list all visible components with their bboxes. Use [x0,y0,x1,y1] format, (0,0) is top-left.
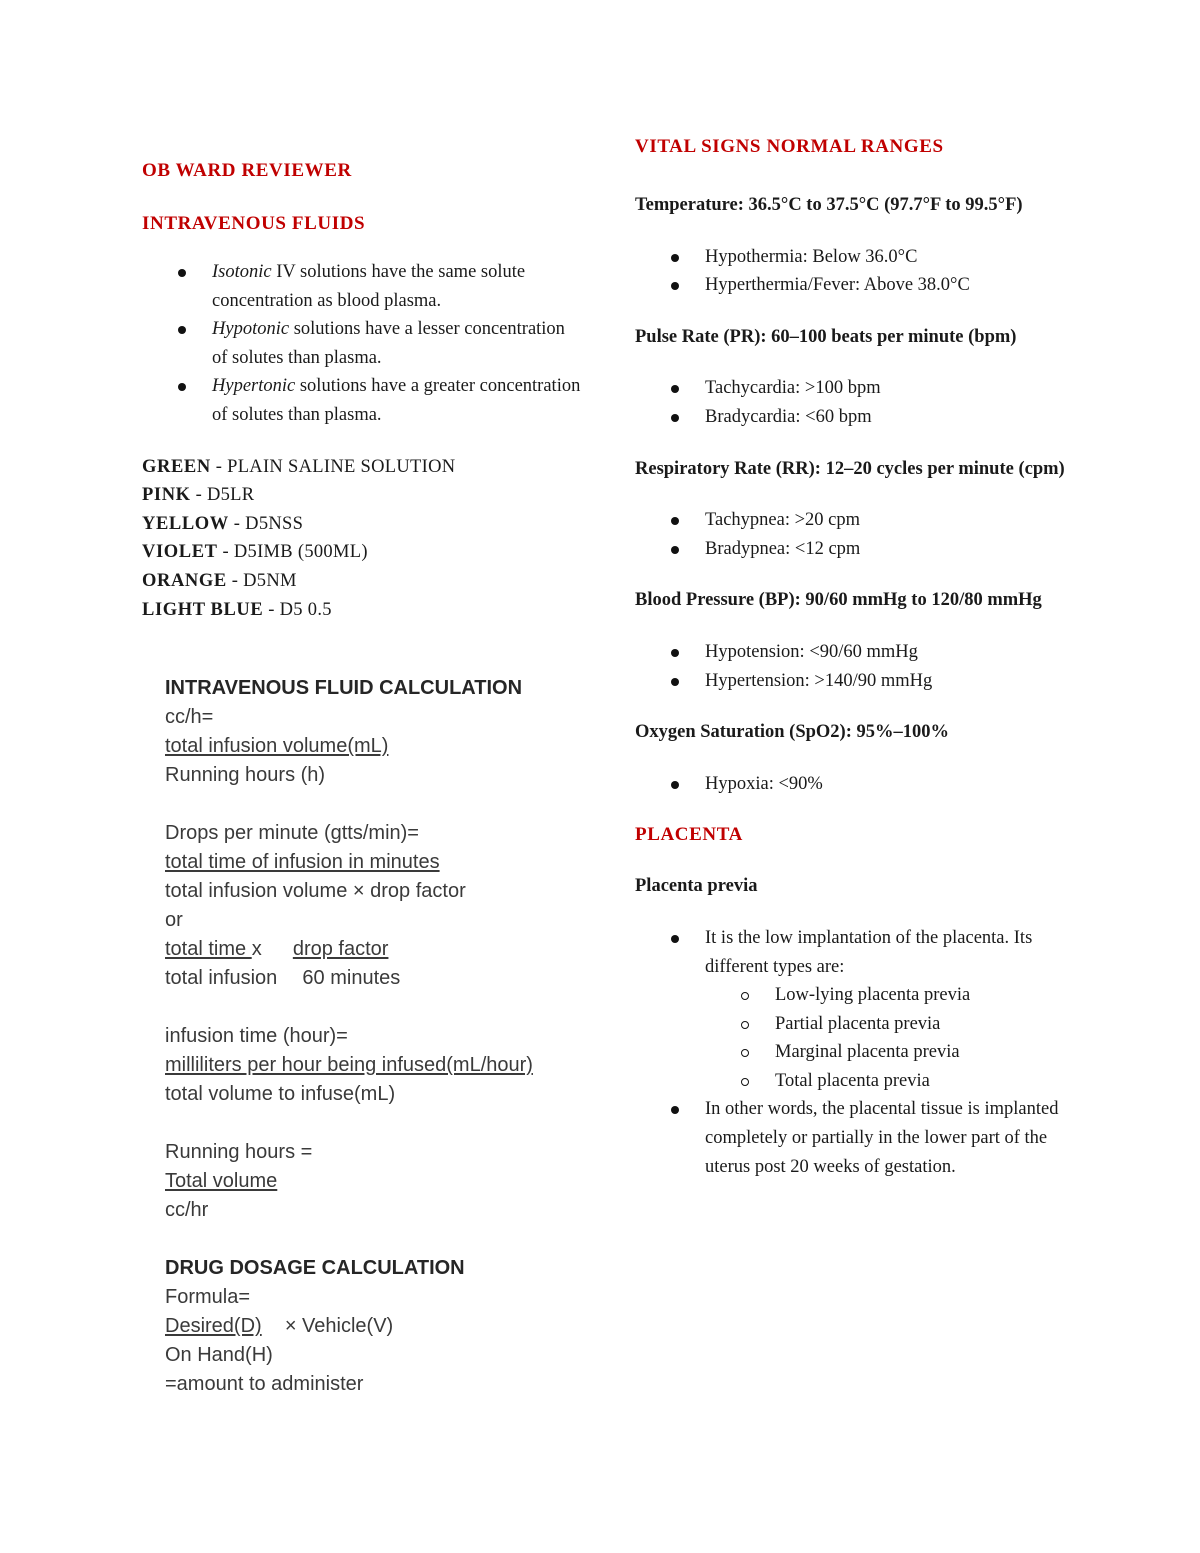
infusion-time-denominator: total volume to infuse(mL) [165,1083,396,1105]
alt-denominator-row [165,964,595,993]
pulse-rate-list [635,374,1075,431]
alt-numerator-1: total time [165,938,252,960]
pulse-rate-heading: Pulse Rate (PR): 60–100 beats per minute (bpm) [635,326,1017,347]
list-item: Hypothermia: Below 36.0°C [705,243,1075,272]
iv-types-list [142,258,582,430]
color-code-light-blue: LIGHT BLUE - D5 0.5 [142,599,332,620]
list-item: Bradypnea: <12 cpm [705,535,1075,564]
running-hours-label: Running hours = [165,1141,313,1163]
alt-denominator-1: total infusion [165,967,278,989]
vehicle-term: × Vehicle(V) [284,1315,394,1337]
infusion-time-numerator: milliliters per hour being infused(mL/hour) [165,1054,533,1076]
cch-numerator: total infusion volume(mL) [165,735,389,757]
iv-calculation-title: INTRAVENOUS FLUID CALCULATION [165,677,523,699]
drug-dosage-title: DRUG DOSAGE CALCULATION [165,1257,465,1279]
list-item: It is the low implantation of the placenta. Its different types are: Low-lying placenta previa Partial placenta previa Marginal placenta previa Total placenta previa [705,924,1075,1096]
iv-fluids-heading: INTRAVENOUS FLUIDS [142,213,366,234]
list-item: Marginal placenta previa [775,1038,1075,1067]
list-item: Total placenta previa [775,1067,1075,1096]
or-text: or [165,909,183,931]
iv-color-code-list [142,453,582,625]
list-item: Isotonic IV solutions have the same solute concentration as blood plasma. [212,258,582,315]
respiratory-rate-list [635,506,1075,563]
color-code-pink: PINK - D5LR [142,485,255,506]
respiratory-rate-heading: Respiratory Rate (RR): 12–20 cycles per minute (cpm) [635,458,1065,479]
placenta-previa-heading: Placenta previa [635,876,758,897]
list-item: Hyperthermia/Fever: Above 38.0°C [705,271,1075,300]
list-item: Low-lying placenta previa [775,981,1075,1010]
oxygen-saturation-heading: Oxygen Saturation (SpO2): 95%–100% [635,722,950,743]
gtts-denominator: total infusion volume × drop factor [165,880,466,902]
list-item: Partial placenta previa [775,1010,1075,1039]
list-item: Hypertension: >140/90 mmHg [705,667,1075,696]
list-item: Hypotension: <90/60 mmHg [705,638,1075,667]
blood-pressure-list [635,638,1075,695]
running-hours-numerator: Total volume [165,1170,278,1192]
color-code-yellow: YELLOW - D5NSS [142,513,304,534]
placenta-heading: PLACENTA [635,824,743,846]
iv-calculation-block [165,674,595,1399]
cch-denominator: Running hours (h) [165,764,326,786]
times-symbol: x [251,938,262,960]
temperature-heading: Temperature: 36.5°C to 37.5°C (97.7°F to 99.5°F) [635,195,1023,215]
infusion-time-label: infusion time (hour)= [165,1025,348,1047]
gtts-numerator: total time of infusion in minutes [165,851,440,873]
gtts-label: Drops per minute (gtts/min)= [165,822,419,844]
previa-types-list [705,981,1075,1095]
list-item: Bradycardia: <60 bpm [705,403,1075,432]
oxygen-saturation-list [635,770,1075,799]
placenta-previa-list [635,924,1075,1181]
list-item: In other words, the placental tissue is implanted completely or partially in the lower part of the uterus post 20 weeks of gestation. [705,1095,1075,1181]
color-code-violet: VIOLET - D5IMB (500ML) [142,542,368,563]
formula-label: Formula= [165,1286,251,1308]
color-code-green: GREEN - PLAIN SALINE SOLUTION [142,456,456,477]
formula-result: =amount to administer [165,1373,364,1395]
alt-numerator-row [165,935,595,964]
color-code-orange: ORANGE - D5NM [142,570,297,591]
list-item: Hypertonic solutions have a greater concentration of solutes than plasma. [212,372,582,429]
on-hand-term: On Hand(H) [165,1344,273,1366]
alt-denominator-2: 60 minutes [302,967,401,989]
vital-signs-heading: VITAL SIGNS NORMAL RANGES [635,136,944,157]
left-column [142,160,582,624]
blood-pressure-heading: Blood Pressure (BP): 90/60 mmHg to 120/80 mmHg [635,590,1042,611]
cch-label: cc/h= [165,706,214,728]
alt-numerator-2: drop factor [292,938,389,960]
list-item: Hypotonic solutions have a lesser concentration of solutes than plasma. [212,315,582,372]
list-item: Hypoxia: <90% [705,770,1075,799]
desired-term: Desired(D) [165,1315,262,1337]
document-title: OB WARD REVIEWER [142,160,352,181]
formula-numerator-row [165,1312,595,1341]
running-hours-denominator: cc/hr [165,1199,209,1221]
temperature-list [635,243,1075,300]
list-item: Tachypnea: >20 cpm [705,506,1075,535]
list-item: Tachycardia: >100 bpm [705,374,1075,403]
right-column [635,136,1075,1181]
